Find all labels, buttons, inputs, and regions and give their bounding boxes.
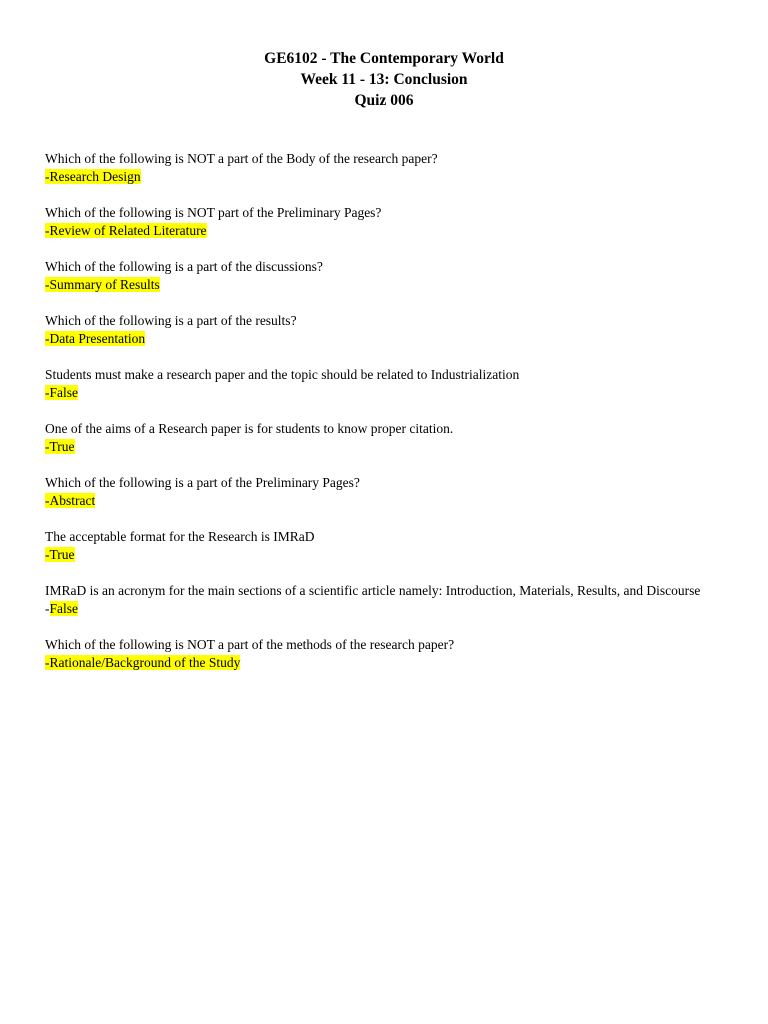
highlighted-answer: -False (45, 385, 78, 400)
answer-prefix: - (45, 601, 50, 616)
question-item-6 (45, 420, 725, 456)
question-item-4 (45, 312, 725, 348)
highlighted-answer: -Summary of Results (45, 277, 160, 292)
question-text: Which of the following is a part of the results? (45, 313, 297, 328)
question-item-5 (45, 366, 725, 402)
question-item-1 (45, 150, 725, 186)
question-text: Which of the following is a part of the discussions? (45, 259, 323, 274)
question-text: The acceptable format for the Research is IMRaD (45, 529, 315, 544)
question-list (45, 150, 725, 690)
question-item-2 (45, 204, 725, 240)
highlighted-answer: -Data Presentation (45, 331, 146, 346)
question-text: Which of the following is NOT a part of the Body of the research paper? (45, 151, 438, 166)
highlighted-answer: -Abstract (45, 493, 96, 508)
document-header (0, 48, 768, 111)
question-item-9 (45, 582, 725, 618)
answer-line (45, 492, 725, 510)
answer-line (45, 384, 725, 402)
question-text: IMRaD is an acronym for the main sections of a scientific article namely: Introduction, Materials, Results, and Discourse (45, 583, 701, 598)
question-text: One of the aims of a Research paper is for students to know proper citation. (45, 421, 454, 436)
question-text: Which of the following is NOT part of the Preliminary Pages? (45, 205, 382, 220)
question-text: Which of the following is NOT a part of the methods of the research paper? (45, 637, 455, 652)
highlighted-answer: -Research Design (45, 169, 141, 184)
question-item-10 (45, 636, 725, 672)
course-title: GE6102 - The Contemporary World (264, 50, 504, 67)
highlighted-answer: -True (45, 439, 75, 454)
question-item-8 (45, 528, 725, 564)
question-text: Which of the following is a part of the Preliminary Pages? (45, 475, 360, 490)
answer-line (45, 168, 725, 186)
week-title: Week 11 - 13: Conclusion (300, 71, 468, 88)
highlighted-answer: False (49, 601, 78, 616)
answer-line (45, 600, 725, 618)
question-item-3 (45, 258, 725, 294)
question-item-7 (45, 474, 725, 510)
quiz-title: Quiz 006 (354, 92, 414, 109)
answer-line (45, 654, 725, 672)
answer-line (45, 330, 725, 348)
answer-line (45, 222, 725, 240)
highlighted-answer: -True (45, 547, 75, 562)
highlighted-answer: -Rationale/Background of the Study (45, 655, 241, 670)
answer-line (45, 438, 725, 456)
highlighted-answer: -Review of Related Literature (45, 223, 207, 238)
answer-line (45, 276, 725, 294)
answer-line (45, 546, 725, 564)
question-text: Students must make a research paper and the topic should be related to Industrialization (45, 367, 520, 382)
